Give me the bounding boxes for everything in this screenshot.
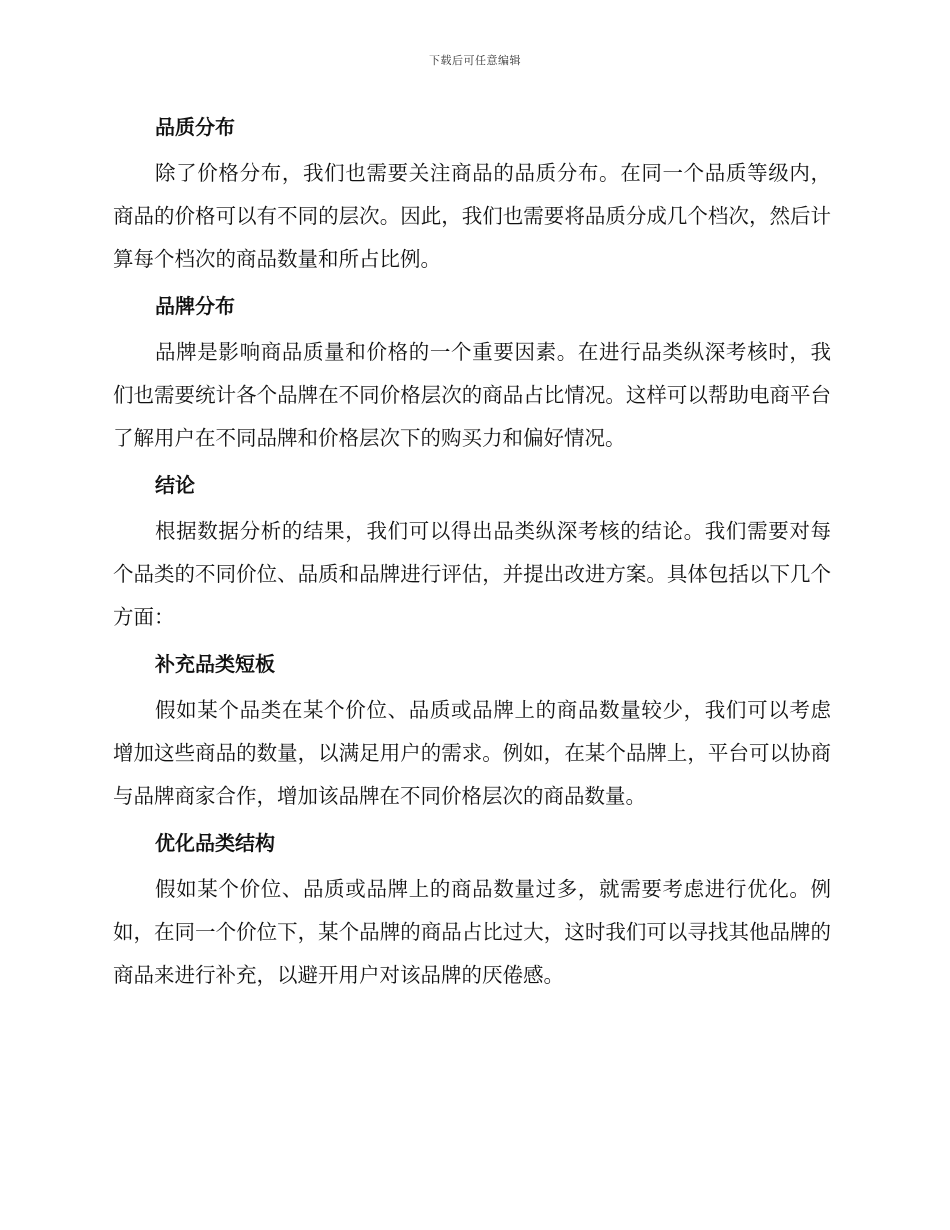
section-heading-supplement: 补充品类短板: [155, 652, 275, 676]
section-heading-optimize: 优化品类结构: [155, 831, 275, 855]
section-paragraph-brand: 品牌是影响商品质量和价格的一个重要因素。在进行品类纵深考核时，我们也需要统计各个品牌在不同价格层次的商品占比情况。这样可以帮助电商平台了解用户在不同品牌和价格层次下的购买力和偏好情况。: [113, 340, 831, 450]
section-heading-quality: 品质分布: [155, 115, 235, 139]
section-heading-brand: 品牌分布: [155, 294, 235, 318]
document-body: [113, 107, 831, 1002]
section-paragraph-quality: 除了价格分布，我们也需要关注商品的品质分布。在同一个品质等级内，商品的价格可以有不同的层次。因此，我们也需要将品质分成几个档次，然后计算每个档次的商品数量和所占比例。: [113, 161, 831, 271]
section-paragraph-optimize: 假如某个价位、品质或品牌上的商品数量过多，就需要考虑进行优化。例如，在同一个价位下，某个品牌的商品占比过大，这时我们可以寻找其他品牌的商品来进行补充，以避开用户对该品牌的厌倦感。: [113, 877, 831, 987]
page-header-note: 下载后可任意编辑: [429, 54, 521, 67]
section-paragraph-supplement: 假如某个品类在某个价位、品质或品牌上的商品数量较少，我们可以考虑增加这些商品的数量，以满足用户的需求。例如，在某个品牌上，平台可以协商与品牌商家合作，增加该品牌在不同价格层次的商品数量。: [113, 698, 831, 808]
section-heading-conclusion: 结论: [155, 473, 195, 497]
section-paragraph-conclusion: 根据数据分析的结果，我们可以得出品类纵深考核的结论。我们需要对每个品类的不同价位、品质和品牌进行评估，并提出改进方案。具体包括以下几个方面：: [113, 519, 831, 629]
